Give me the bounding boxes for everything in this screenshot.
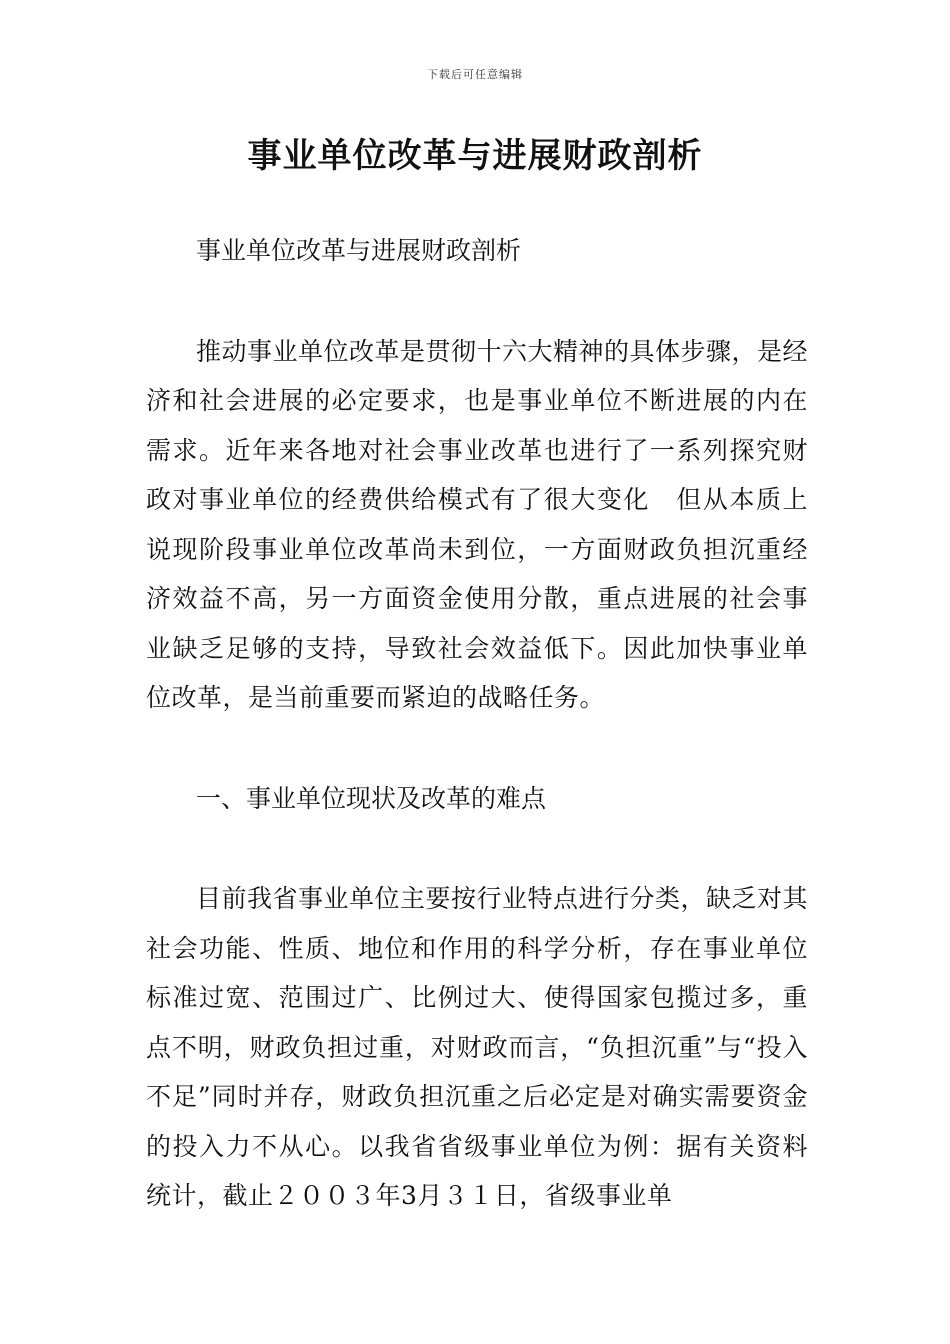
paragraph-intro: 推动事业单位改革是贯彻十六大精神的具体步骤，是经济和社会进展的必定要求，也是事业单位不断进展的内在需求。近年来各地对社会事业改革也进行了一系列探究财政对事业单位的经费供给模式有了很大变化 但从本质上说现阶段事业单位改革尚未到位，一方面财政负担沉重经济效益不高，另一方面资金使用分散，重点进展的社会事业缺乏足够的支持，导致社会效益低下。因此加快事业单位改革，是当前重要而紧迫的战略任务。 <box>146 336 809 712</box>
paragraph-gap <box>146 823 808 874</box>
paragraph-gap <box>146 276 808 327</box>
paragraph-gap <box>146 723 808 774</box>
document-subtitle: 事业单位改革与进展财政剖析 <box>196 236 522 265</box>
document-body <box>146 226 808 1221</box>
paragraph-status: 目前我省事业单位主要按行业特点进行分类，缺乏对其社会功能、性质、地位和作用的科学分析，存在事业单位标准过宽、范围过广、比例过大、使得国家包揽过多，重点不明，财政负担过重，对财政而言，“负担沉重”与“投入不足”同时并存，财政负担沉重之后必定是对确实需要资金的投入力不从心。以我省省级事业单位为例：据有关资料统计，截止２００３年3月３１日，省级事业单 <box>146 884 809 1210</box>
section-heading-1: 一、事业单位现状及改革的难点 <box>196 783 547 813</box>
document-title: 事业单位改革与进展财政剖析 <box>247 136 703 176</box>
header-note: 下载后可任意编辑 <box>427 68 523 81</box>
